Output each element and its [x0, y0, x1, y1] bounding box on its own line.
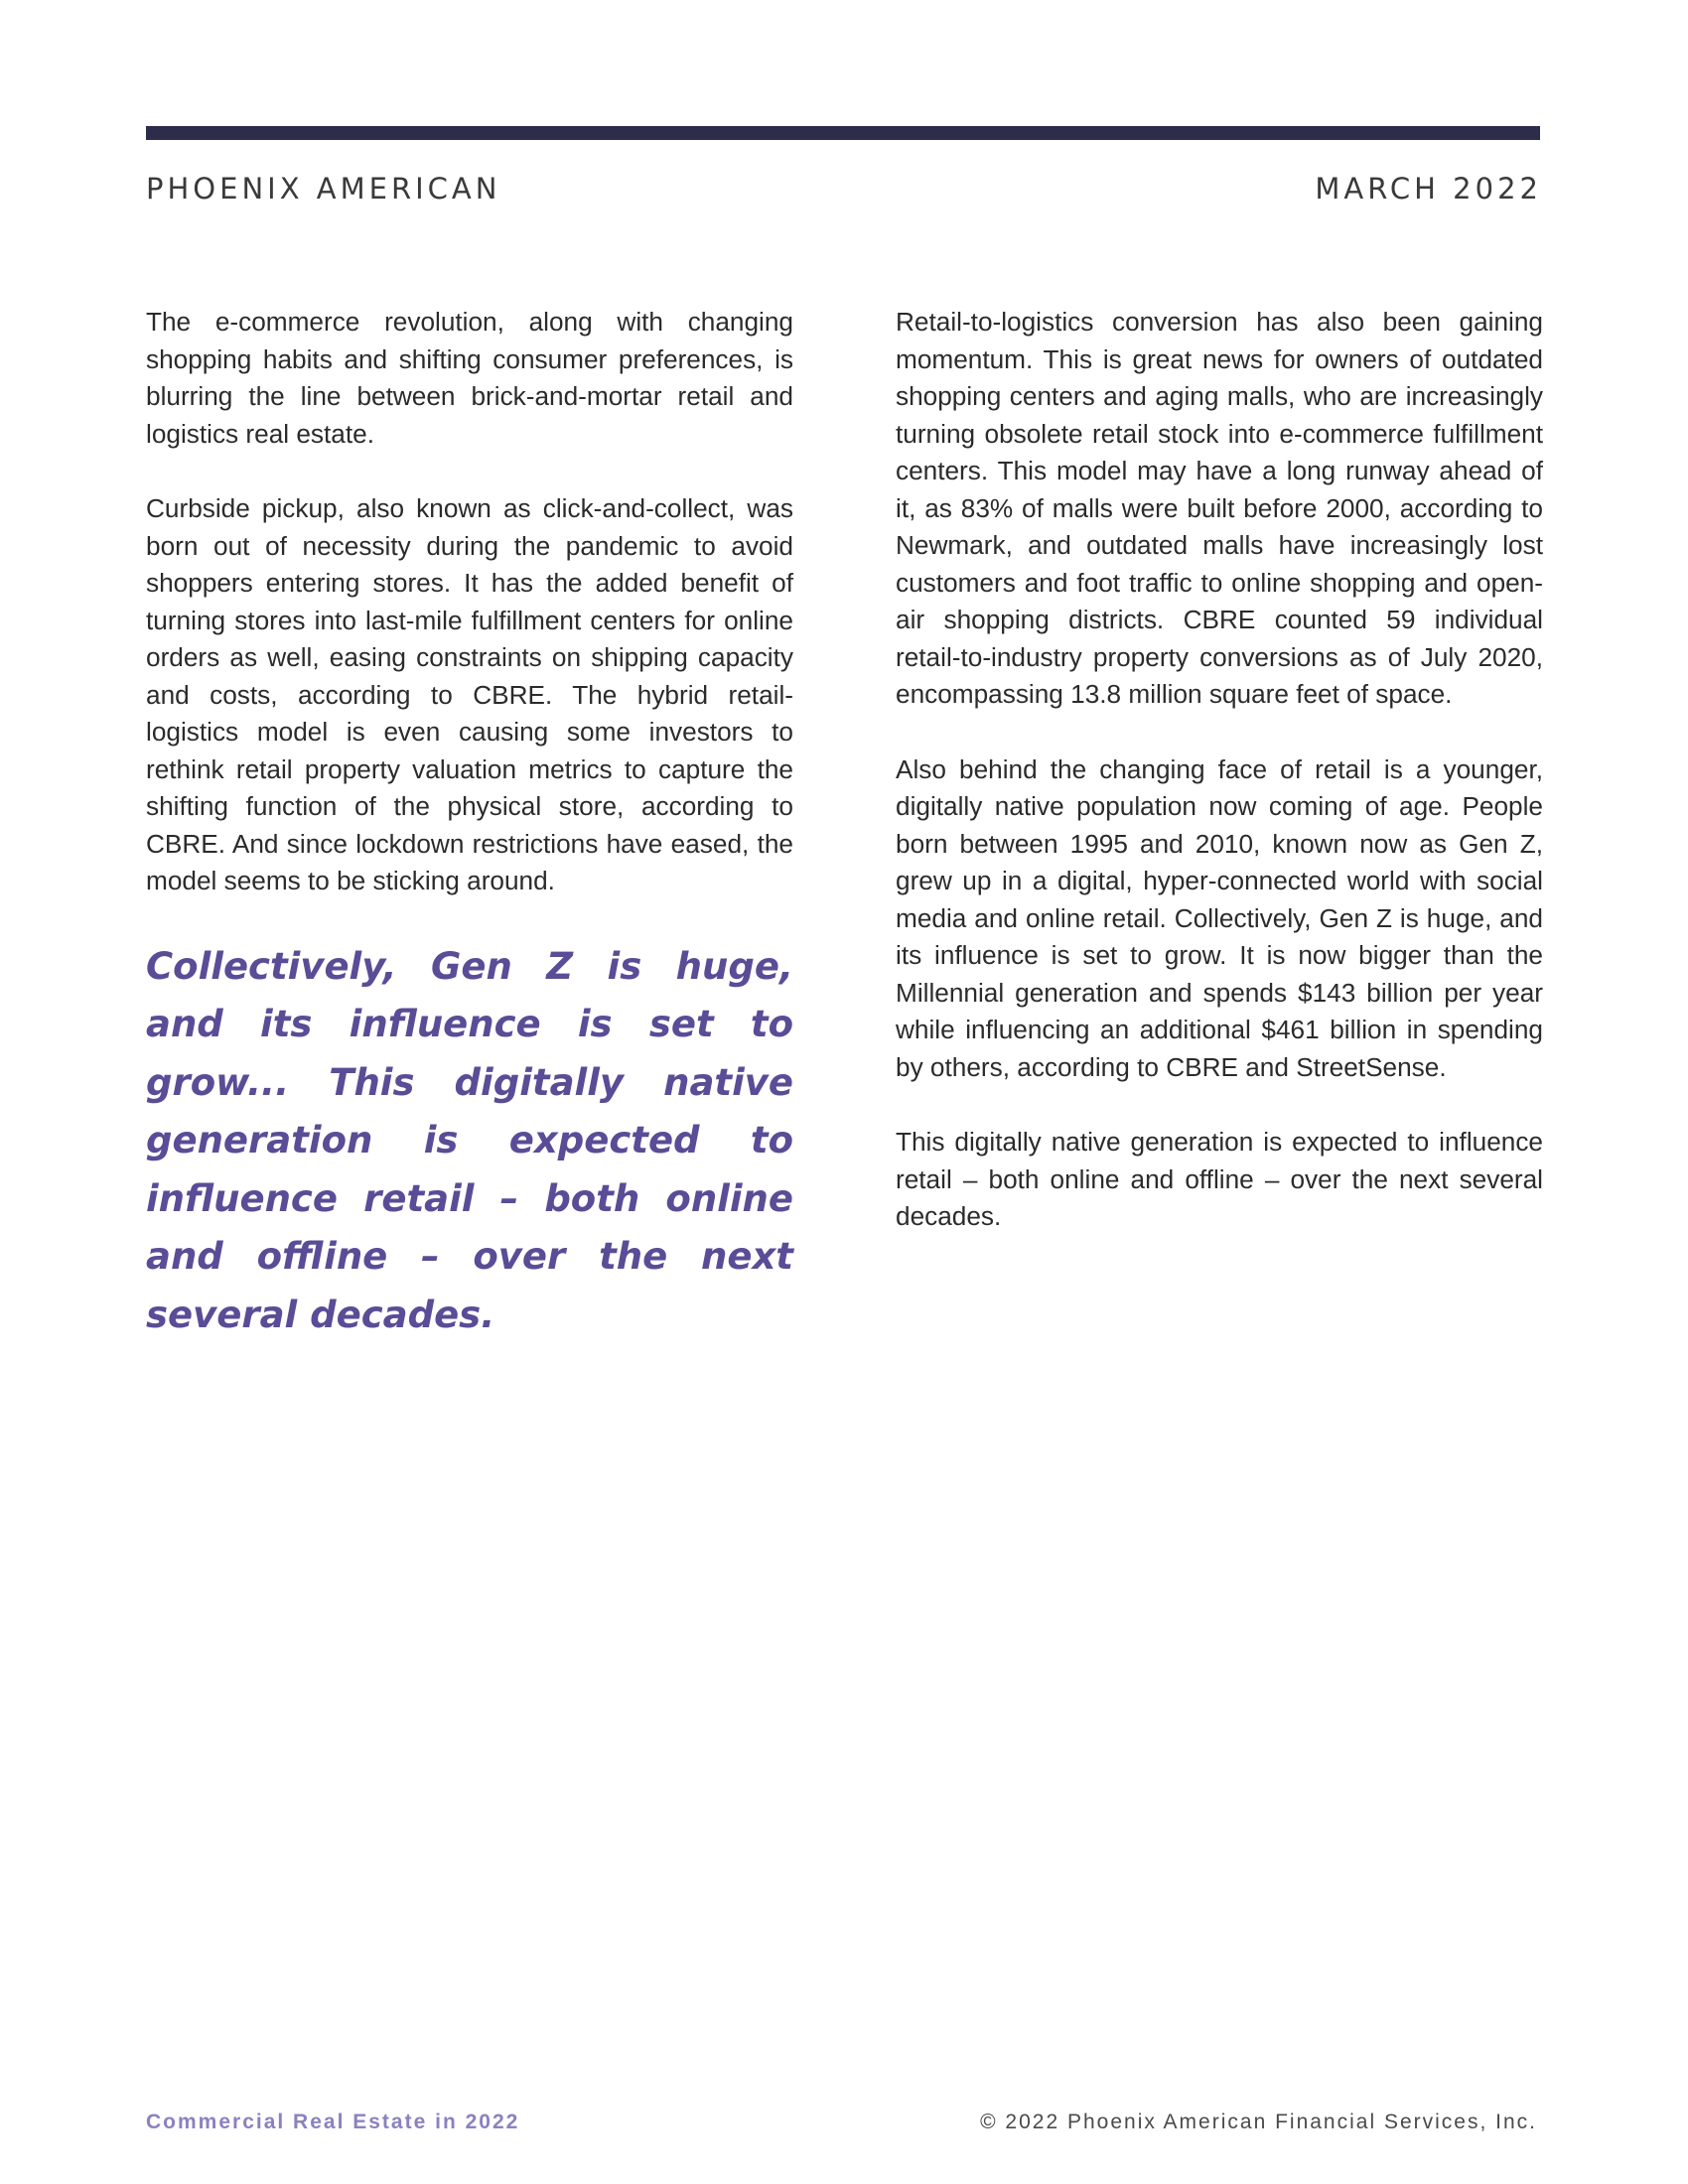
header-date: MARCH 2022 [1315, 172, 1542, 205]
body-paragraph: Retail-to-logistics conversion has also been gaining momentum. This is great news for owners of outdated shopping centers and aging malls, who are increasingly turning obsolete retail stock into e-commerce fulfillment centers. This model may have a long runway ahead of it, as 83% of malls were built before 2000, according to Newmark, and outdated malls have increasingly lost customers and foot traffic to online shopping and open-air shopping districts. CBRE counted 59 individual retail-to-industry property conversions as of July 2020, encompassing 13.8 million square feet of space. [896, 307, 1543, 709]
footer-copyright: © 2022 Phoenix American Financial Services, Inc. [980, 2111, 1537, 2133]
body-paragraph: This digitally native generation is expected to influence retail – both online and offline – over the next several decades. [896, 1127, 1543, 1231]
header-rule [146, 126, 1540, 140]
header-company: PHOENIX AMERICAN [146, 172, 501, 205]
footer-title: Commercial Real Estate in 2022 [146, 2111, 520, 2133]
body-paragraph: The e-commerce revolution, along with changing shopping habits and shifting consumer preferences, is blurring the line between brick-and-mortar retail and logistics real estate. [146, 307, 793, 449]
left-column [146, 304, 793, 1344]
body-paragraph: Also behind the changing face of retail is a younger, digitally native population now coming of age. People born between 1995 and 2010, known now as Gen Z, grew up in a digital, hyper-connected world with social media and online retail. Collectively, Gen Z is huge, and its influence is set to grow. It is now bigger than the Millennial generation and spends $143 billion per year while influencing an additional $461 billion in spending by others, according to CBRE and StreetSense. [896, 753, 1543, 1082]
body-paragraph: Curbside pickup, also known as click-and-collect, was born out of necessity during the pandemic to avoid shoppers entering stores. It has the added benefit of turning stores into last-mile fulfillment centers for online orders as well, easing constraints on shipping capacity and costs, according to CBRE. The hybrid retail-logistics model is even causing some investors to rethink retail property valuation metrics to capture the shifting function of the physical store, according to CBRE. And since lockdown restrictions have eased, the model seems to be sticking around. [146, 493, 793, 895]
right-column [896, 304, 1543, 1274]
pull-quote: Collectively, Gen Z is huge, and its influence is set to grow... This digitally native generation is expected to influence retail – both online and offline – over the next several decades. [146, 944, 793, 1336]
